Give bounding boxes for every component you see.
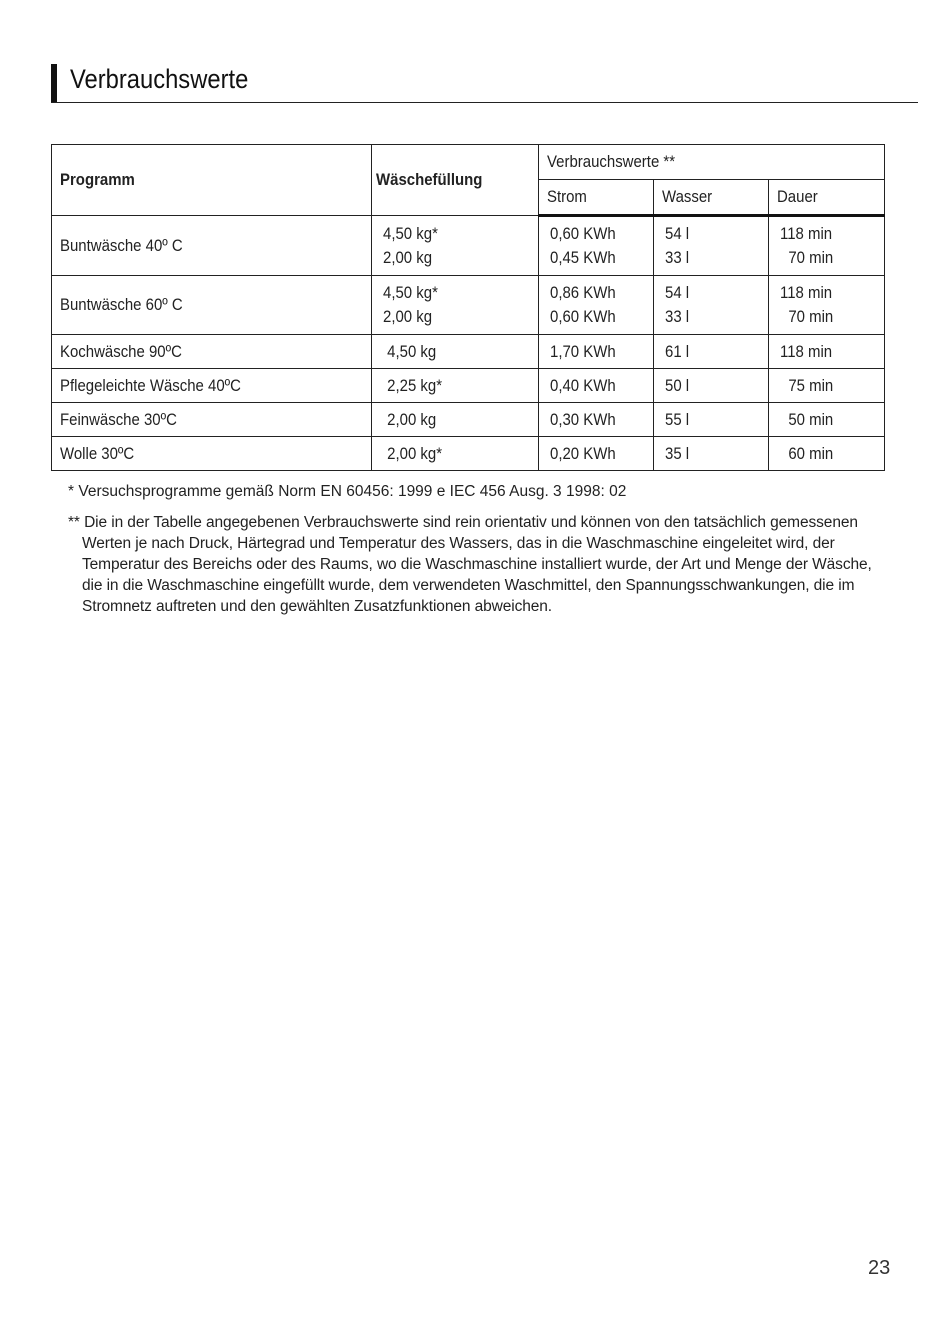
cell-line: 118 min xyxy=(780,224,833,243)
cell-line: 4,50 kg xyxy=(383,341,437,361)
cell-line: 60 min xyxy=(780,443,834,463)
cell-line: 33 l xyxy=(665,248,690,267)
header-water: Wasser xyxy=(654,180,769,216)
cell-program: Buntwäsche 60º C xyxy=(52,276,372,335)
cell-line: 0,86 KWh xyxy=(550,283,616,302)
cell-line: 70 min xyxy=(780,307,834,326)
cell-load xyxy=(372,335,539,369)
cell-program: Wolle 30ºC xyxy=(52,437,372,471)
table-body xyxy=(52,216,885,471)
table-row xyxy=(52,369,885,403)
page-title: Verbrauchswerte xyxy=(70,64,249,94)
cell-power xyxy=(539,437,654,471)
cell-line: 50 l xyxy=(665,375,690,395)
cell-line: 2,25 kg* xyxy=(383,375,443,395)
cell-line: 35 l xyxy=(665,443,690,463)
cell-duration xyxy=(769,335,885,369)
table-row xyxy=(52,335,885,369)
cell-duration xyxy=(769,403,885,437)
cell-line: 0,45 KWh xyxy=(550,248,616,267)
cell-power xyxy=(539,335,654,369)
cell-line: 61 l xyxy=(665,341,690,361)
cell-line: 33 l xyxy=(665,307,690,326)
cell-line: 50 min xyxy=(780,409,834,429)
cell-water xyxy=(654,403,769,437)
footnote-consumption-disclaimer: ** Die in der Tabelle angegebenen Verbrauchswerte sind rein orientativ und können von den tatsächlich gemessenen Werten je nach Druck, Härtegrad und Temperatur des Wassers, das in die Waschmaschine eingeleitet wird, der Temperatur des Bereichs oder des Raums, wo die Waschmaschine installiert wurde, der Art und Menge der Wäsche, die in die Waschmaschine eingefüllt wurde, dem verwendeten Waschmittel, den Spannungsschwankungen, die im Stromnetz auftreten und den gewählten Zusatzfunktionen abweichen. xyxy=(68,514,872,615)
cell-power xyxy=(539,276,654,335)
cell-line: 0,20 KWh xyxy=(550,443,616,463)
cell-line: 0,60 KWh xyxy=(550,224,616,243)
cell-line: 54 l xyxy=(665,224,690,243)
header-program: Programm xyxy=(52,145,372,216)
header-consumption-group: Verbrauchswerte ** xyxy=(539,145,885,180)
cell-duration xyxy=(769,276,885,335)
cell-water xyxy=(654,216,769,276)
cell-load xyxy=(372,437,539,471)
cell-power xyxy=(539,216,654,276)
footnote-test-programs: * Versuchsprogramme gemäß Norm EN 60456: 1999 e IEC 456 Ausg. 3 1998: 02 xyxy=(68,483,627,500)
cell-duration xyxy=(769,216,885,276)
cell-water xyxy=(654,335,769,369)
page-number: 23 xyxy=(868,1257,891,1279)
cell-program: Buntwäsche 40º C xyxy=(52,216,372,276)
cell-program: Feinwäsche 30ºC xyxy=(52,403,372,437)
cell-load xyxy=(372,403,539,437)
consumption-table xyxy=(51,144,885,471)
table-row xyxy=(52,437,885,471)
table-row xyxy=(52,216,885,276)
cell-water xyxy=(654,369,769,403)
cell-line: 2,00 kg xyxy=(383,409,437,429)
cell-water xyxy=(654,276,769,335)
cell-duration xyxy=(769,369,885,403)
header-load: Wäschefüllung xyxy=(372,145,539,216)
table-row xyxy=(52,276,885,335)
cell-load xyxy=(372,216,539,276)
cell-line: 0,60 KWh xyxy=(550,307,616,326)
cell-load xyxy=(372,276,539,335)
cell-line: 4,50 kg* xyxy=(383,223,438,243)
cell-line: 2,00 kg* xyxy=(383,443,443,463)
cell-line: 70 min xyxy=(780,248,834,267)
cell-power xyxy=(539,369,654,403)
cell-load xyxy=(372,369,539,403)
cell-line: 2,00 kg xyxy=(383,307,433,326)
cell-water xyxy=(654,437,769,471)
cell-line: 54 l xyxy=(665,283,690,302)
footnotes xyxy=(62,481,888,617)
cell-line: 4,50 kg* xyxy=(383,283,438,302)
cell-line: 118 min xyxy=(780,283,833,302)
cell-program: Kochwäsche 90ºC xyxy=(52,335,372,369)
cell-line: 0,40 KWh xyxy=(550,375,616,395)
cell-power xyxy=(539,403,654,437)
cell-line: 55 l xyxy=(665,409,690,429)
cell-program: Pflegeleichte Wäsche 40ºC xyxy=(52,369,372,403)
cell-duration xyxy=(769,437,885,471)
header-accent-bar xyxy=(51,64,57,102)
page-header xyxy=(51,62,918,103)
header-power: Strom xyxy=(539,180,654,216)
cell-line: 1,70 KWh xyxy=(550,341,616,361)
table-row xyxy=(52,403,885,437)
cell-line: 75 min xyxy=(780,375,834,395)
cell-line: 118 min xyxy=(780,341,833,361)
cell-line: 2,00 kg xyxy=(383,247,433,267)
cell-line: 0,30 KWh xyxy=(550,409,616,429)
header-duration: Dauer xyxy=(769,180,885,216)
